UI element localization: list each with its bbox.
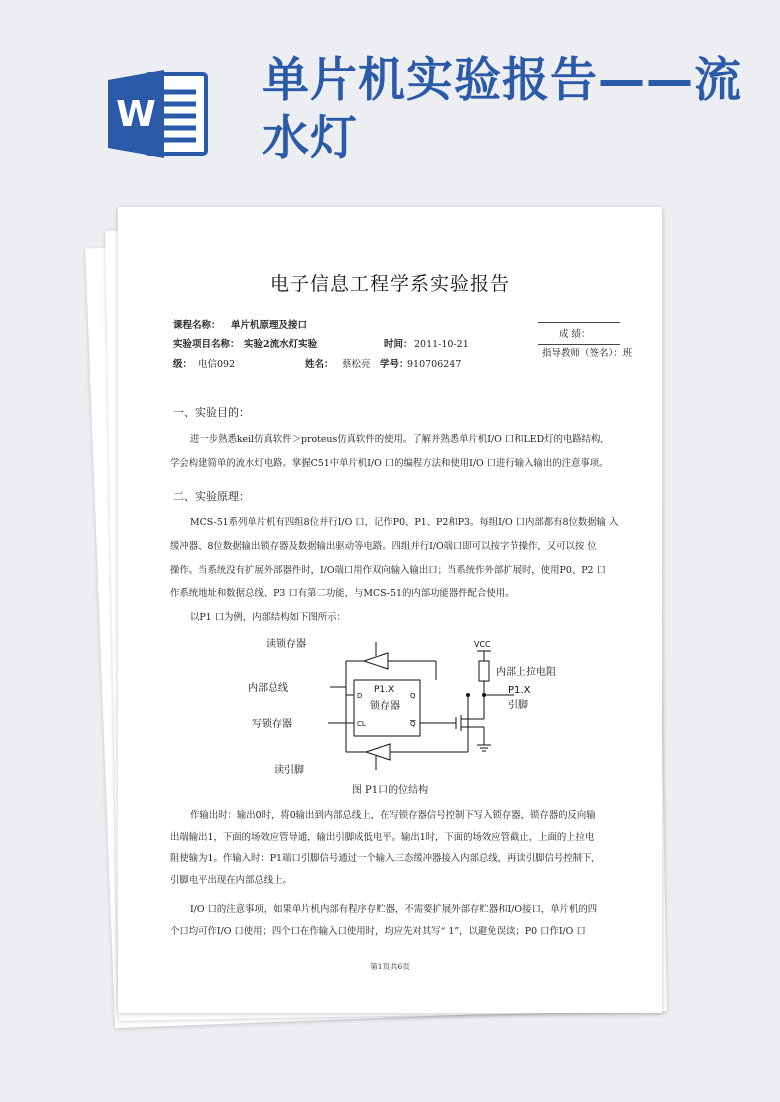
- principle-line: MCS-51系列单片机有四组8位并行I/O 口，记作P0、P1、P2和P3。每组I/O 口内部都有8位数据输 入: [190, 517, 619, 528]
- document-page: [118, 207, 662, 1013]
- figure-caption: 图 P1口的位结构: [351, 785, 429, 796]
- vcc-label: VCC: [474, 640, 491, 649]
- class-value: 电信092: [198, 359, 236, 370]
- latch-cl-pin: CL: [357, 720, 366, 728]
- pin-name-label: P1.X: [508, 685, 531, 696]
- operation-line: 阻使输为1。作输入时：P1端口引脚信号通过一个输入三态缓冲器接入内部总线，再读引脚信号控制下,: [170, 853, 595, 865]
- principle-line: 以P1 口为例，内部结构如下图所示：: [190, 612, 346, 624]
- latch-q-pin: Q: [410, 692, 416, 700]
- pin-label: 引脚: [508, 700, 528, 711]
- class-label-tail: 级：: [173, 359, 193, 370]
- svg-text:W: W: [116, 94, 156, 135]
- student-id-value: 910706247: [407, 359, 462, 370]
- principle-paragraph: [170, 511, 644, 630]
- latch-d-pin: D: [357, 692, 363, 700]
- purpose-line: 进一步熟悉keil仿真软件＞proteus仿真软件的使用。了解并熟悉单片机I/O 口和LED灯的电路结构,: [190, 434, 604, 445]
- project-label: 实验项目名称：: [173, 339, 240, 350]
- divider: [538, 322, 620, 323]
- time-value: 2011-10-21: [414, 339, 469, 350]
- label-read-latch: 读锁存器: [266, 639, 306, 650]
- name-label: 姓名：: [305, 359, 334, 370]
- purpose-paragraph: [170, 428, 644, 476]
- score-label: 成 绩：: [559, 329, 591, 340]
- page-footer: 第1页共6页: [370, 962, 410, 971]
- principle-line: 操作。当系统没有扩展外部器件时，I/O端口用作双向输入输出口；当系统作外部扩展时，使用P0、P2 口: [170, 564, 606, 576]
- label-internal-bus: 内部总线: [248, 683, 288, 694]
- notice-paragraph: [170, 899, 644, 942]
- divider: [538, 344, 620, 345]
- operation-paragraph: [170, 805, 644, 891]
- notice-line: 个口均可作I/O 口使用；四个口在作输入口使用时，均应先对其写“ 1”，以避免误读；P0 口作I/O 口: [170, 925, 586, 937]
- time-label: 时间：: [384, 339, 413, 350]
- operation-line: 出端输出1，下面的场效应管导通，输出引脚成低电平。输出1时，下面的场效应管截止，上面的上拉电: [170, 831, 595, 843]
- section-principle-heading: 二、实验原理：: [173, 490, 250, 503]
- latch-qbar-pin: Q: [410, 720, 416, 728]
- course-label: 课程名称：: [173, 320, 221, 331]
- notice-line: I/O 口的注意事项，如果单片机内部有程序存贮器，不需要扩展外部存贮器和I/O接口，单片机的四: [190, 904, 598, 915]
- label-read-pin: 读引脚: [274, 765, 304, 776]
- word-document-icon: [108, 68, 208, 160]
- student-id-label: 学号：: [380, 359, 409, 370]
- principle-line: 缓冲器、8位数据输出锁存器及数据输出驱动等电路。四组并行I/O端口即可以按字节操作，又可以按 位: [170, 540, 597, 552]
- section-purpose-heading: 一、实验目的：: [173, 406, 250, 419]
- document-title: 电子信息工程学系实验报告: [269, 273, 510, 295]
- name-value: 蔡松亮: [342, 359, 371, 370]
- latch-label: 锁存器: [370, 701, 400, 712]
- teacher-signature-label: 指导教师（签名）：班: [542, 348, 633, 359]
- label-write-latch: 写锁存器: [252, 719, 292, 730]
- project-value: 实验2流水灯实验: [244, 339, 318, 350]
- operation-line: 作输出时：输出0时，将0输出到内部总线上，在写锁存器信号控制下写入锁存器，锁存器的反向输: [190, 810, 596, 821]
- purpose-line: 学会构建简单的流水灯电路。掌握C51中单片机I/O 口的编程方法和使用I/O 口进行输入输出的注意事项。: [170, 457, 609, 469]
- latch-name: P1.X: [374, 685, 395, 695]
- course-value: 单片机原理及接口: [231, 320, 308, 331]
- principle-line: 作系统地址和数据总线、P3 口有第二功能，与MCS-51的内部功能器件配合使用。: [170, 588, 515, 600]
- p1-port-structure-diagram: [246, 635, 566, 777]
- operation-line: 引脚电平出现在内部总线上。: [170, 874, 292, 886]
- banner-title: 单片机实验报告——流水灯: [262, 53, 742, 166]
- pullup-resistor-label: 内部上拉电阻: [496, 667, 556, 678]
